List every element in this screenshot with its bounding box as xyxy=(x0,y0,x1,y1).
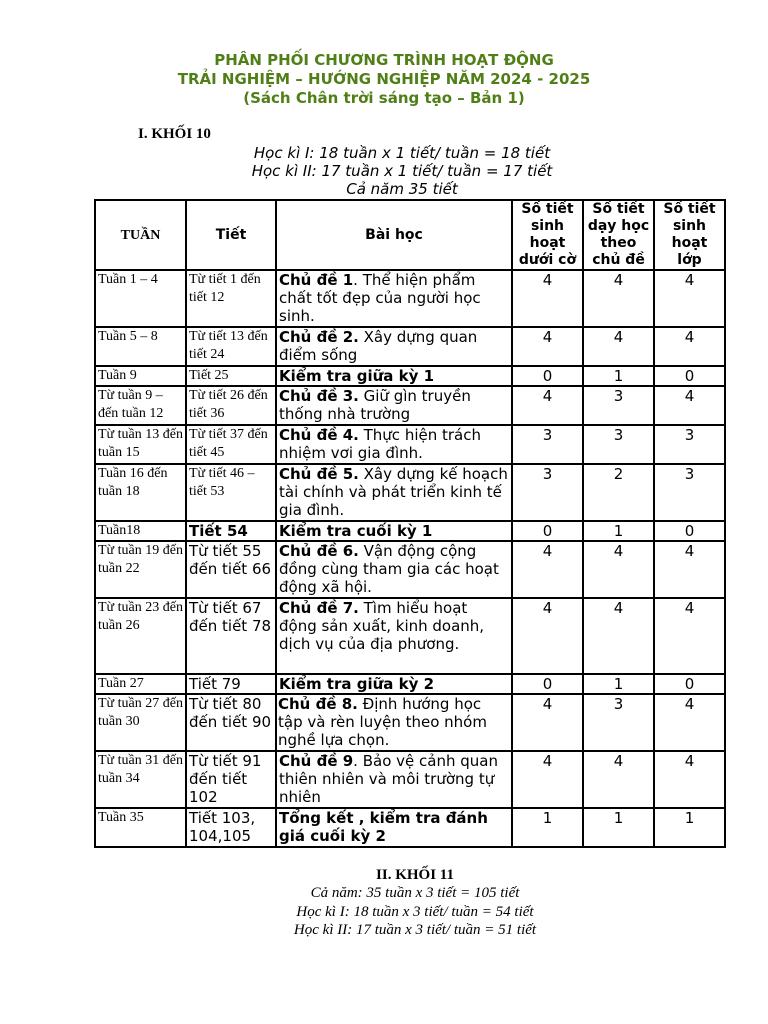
lesson-title: Chủ đề 7. xyxy=(279,599,359,617)
week-cell: Tuần 27 xyxy=(95,674,186,694)
lesson-cell xyxy=(276,808,512,847)
week-cell: Từ tuần 13 đến tuần 15 xyxy=(95,425,186,464)
week-cell: Từ tuần 9 – đến tuần 12 xyxy=(95,386,186,425)
lesson-desc: Thực hiện trách nhiệm vơi gia đình. xyxy=(279,426,481,462)
table-header-row xyxy=(95,200,725,270)
week-cell: Từ tuần 19 đến tuần 22 xyxy=(95,541,186,598)
section2-hk2: Học kì II: 17 tuần x 3 tiết/ tuần = 51 tiết xyxy=(293,922,537,938)
lesson-desc: Xây dựng kế hoạch tài chính và phát triển kinh tế gia đình. xyxy=(279,465,508,519)
topic-count: 1 xyxy=(583,674,654,694)
week-cell: Tuần 16 đến tuần 18 xyxy=(95,464,186,521)
flag-count: 3 xyxy=(512,464,583,521)
flag-count: 4 xyxy=(512,598,583,674)
week-cell: Tuần 1 – 4 xyxy=(95,270,186,327)
topic-count: 3 xyxy=(583,694,654,751)
week-cell: Từ tuần 23 đến tuần 26 xyxy=(95,598,186,674)
section1-hk2: Học kì II: 17 tuần x 1 tiết/ tuần = 17 tiết xyxy=(251,162,553,180)
period-cell: Từ tiết 91 đến tiết 102 xyxy=(186,751,276,808)
doc-title-line3: (Sách Chân trời sáng tạo – Bản 1) xyxy=(243,89,525,107)
schedule-table xyxy=(94,199,726,848)
lesson-desc: . Thể hiện phẩm chất tốt đẹp của người học sinh. xyxy=(279,271,481,325)
table-row xyxy=(95,674,725,694)
header-flag: Số tiết sinh hoạt dưới cờ xyxy=(512,200,583,270)
lesson-title: Chủ đề 6. xyxy=(279,542,359,560)
lesson-title: Chủ đề 1 xyxy=(279,271,354,289)
lesson-desc: Tìm hiểu hoạt động sản xuất, kinh doanh, dịch vụ của địa phương. xyxy=(279,599,485,653)
header-class: Số tiết sinh hoạt lớp xyxy=(654,200,725,270)
section1-heading: I. KHỐI 10 xyxy=(138,126,211,142)
lesson-cell xyxy=(276,366,512,386)
period-cell: Tiết 103, 104,105 xyxy=(186,808,276,847)
lesson-cell xyxy=(276,598,512,674)
period-cell: Tiết 54 xyxy=(186,521,276,541)
class-count: 1 xyxy=(654,808,725,847)
topic-count: 3 xyxy=(583,425,654,464)
table-row xyxy=(95,751,725,808)
topic-count: 3 xyxy=(583,386,654,425)
topic-count: 4 xyxy=(583,327,654,366)
topic-count: 1 xyxy=(583,808,654,847)
period-cell: Từ tiết 26 đến tiết 36 xyxy=(186,386,276,425)
period-cell: Từ tiết 46 – tiết 53 xyxy=(186,464,276,521)
table-row xyxy=(95,541,725,598)
period-cell: Từ tiết 13 đến tiết 24 xyxy=(186,327,276,366)
week-cell: Từ tuần 31 đến tuần 34 xyxy=(95,751,186,808)
class-count: 3 xyxy=(654,464,725,521)
flag-count: 0 xyxy=(512,674,583,694)
table-row xyxy=(95,808,725,847)
table-row xyxy=(95,425,725,464)
lesson-cell xyxy=(276,327,512,366)
flag-count: 1 xyxy=(512,808,583,847)
table-row xyxy=(95,386,725,425)
lesson-cell xyxy=(276,270,512,327)
topic-count: 4 xyxy=(583,541,654,598)
flag-count: 4 xyxy=(512,386,583,425)
section2-hk1: Học kì I: 18 tuần x 3 tiết/ tuần = 54 tiết xyxy=(296,904,534,920)
doc-title-line1: PHÂN PHỐI CHƯƠNG TRÌNH HOẠT ĐỘNG xyxy=(214,51,554,69)
lesson-title: Chủ đề 4. xyxy=(279,426,359,444)
lesson-title: Chủ đề 3. xyxy=(279,387,359,405)
section1-hk1: Học kì I: 18 tuần x 1 tiết/ tuần = 18 tiết xyxy=(253,144,551,162)
table-row xyxy=(95,694,725,751)
lesson-title: Tổng kết , kiểm tra đánh giá cuối kỳ 2 xyxy=(279,809,488,845)
period-cell: Từ tiết 37 đến tiết 45 xyxy=(186,425,276,464)
class-count: 4 xyxy=(654,598,725,674)
flag-count: 0 xyxy=(512,521,583,541)
period-cell: Từ tiết 55 đến tiết 66 xyxy=(186,541,276,598)
lesson-title: Kiểm tra cuối kỳ 1 xyxy=(279,522,433,540)
lesson-cell xyxy=(276,694,512,751)
topic-count: 1 xyxy=(583,366,654,386)
flag-count: 3 xyxy=(512,425,583,464)
week-cell: Tuần 35 xyxy=(95,808,186,847)
table-row xyxy=(95,270,725,327)
lesson-title: Chủ đề 9 xyxy=(279,752,354,770)
table-row xyxy=(95,521,725,541)
class-count: 4 xyxy=(654,694,725,751)
section2-year: Cả năm: 35 tuần x 3 tiết = 105 tiết xyxy=(310,885,520,901)
week-cell: Tuần18 xyxy=(95,521,186,541)
lesson-title: Chủ đề 8. xyxy=(278,695,358,713)
lesson-cell xyxy=(276,674,512,694)
lesson-cell xyxy=(276,386,512,425)
header-period: Tiết xyxy=(186,200,276,270)
lesson-desc: Vận động cộng đồng cùng tham gia các hoạt động xã hội. xyxy=(279,542,499,596)
class-count: 4 xyxy=(654,327,725,366)
lesson-title: Chủ đề 5. xyxy=(279,465,359,483)
period-cell: Tiết 79 xyxy=(186,674,276,694)
flag-count: 4 xyxy=(512,327,583,366)
lesson-cell xyxy=(276,521,512,541)
header-topic: Số tiết dạy học theo chủ đề xyxy=(583,200,654,270)
lesson-desc: Giữ gìn truyền thống nhà trường xyxy=(279,387,471,423)
flag-count: 4 xyxy=(512,541,583,598)
table-row xyxy=(95,598,725,674)
lesson-title: Chủ đề 2. xyxy=(279,328,359,346)
flag-count: 4 xyxy=(512,694,583,751)
topic-count: 1 xyxy=(583,521,654,541)
topic-count: 4 xyxy=(583,270,654,327)
lesson-title: Kiểm tra giữa kỳ 1 xyxy=(279,367,435,385)
topic-count: 2 xyxy=(583,464,654,521)
table-row xyxy=(95,464,725,521)
lesson-cell xyxy=(276,464,512,521)
section1-year: Cả năm 35 tiết xyxy=(346,180,458,198)
lesson-desc: . Bảo vệ cảnh quan thiên nhiên và môi trường tự nhiên xyxy=(279,752,498,806)
topic-count: 4 xyxy=(583,751,654,808)
week-cell: Tuần 5 – 8 xyxy=(95,327,186,366)
period-cell: Từ tiết 1 đến tiết 12 xyxy=(186,270,276,327)
flag-count: 4 xyxy=(512,270,583,327)
period-cell: Từ tiết 67 đến tiết 78 xyxy=(186,598,276,674)
class-count: 0 xyxy=(654,674,725,694)
lesson-cell xyxy=(276,541,512,598)
class-count: 4 xyxy=(654,270,725,327)
class-count: 4 xyxy=(654,751,725,808)
table-row xyxy=(95,327,725,366)
class-count: 4 xyxy=(654,386,725,425)
section2-heading: II. KHỐI 11 xyxy=(376,867,454,883)
flag-count: 0 xyxy=(512,366,583,386)
topic-count: 4 xyxy=(583,598,654,674)
class-count: 4 xyxy=(654,541,725,598)
period-cell: Từ tiết 80 đến tiết 90 xyxy=(186,694,276,751)
flag-count: 4 xyxy=(512,751,583,808)
class-count: 0 xyxy=(654,521,725,541)
lesson-cell xyxy=(276,751,512,808)
lesson-desc: Định hướng học tập và rèn luyện theo nhóm nghề lựa chọn. xyxy=(278,695,487,749)
class-count: 3 xyxy=(654,425,725,464)
header-lesson: Bài học xyxy=(276,200,512,270)
lesson-desc: Xây dựng quan điểm sống xyxy=(279,328,478,364)
lesson-cell xyxy=(276,425,512,464)
period-cell: Tiết 25 xyxy=(186,366,276,386)
header-week: TUẦN xyxy=(95,200,186,270)
week-cell: Từ tuần 27 đến tuần 30 xyxy=(95,694,186,751)
class-count: 0 xyxy=(654,366,725,386)
table-row xyxy=(95,366,725,386)
doc-title-line2: TRẢI NGHIỆM – HƯỚNG NGHIỆP NĂM 2024 - 2025 xyxy=(177,70,591,88)
lesson-title: Kiểm tra giữa kỳ 2 xyxy=(279,675,435,693)
week-cell: Tuần 9 xyxy=(95,366,186,386)
